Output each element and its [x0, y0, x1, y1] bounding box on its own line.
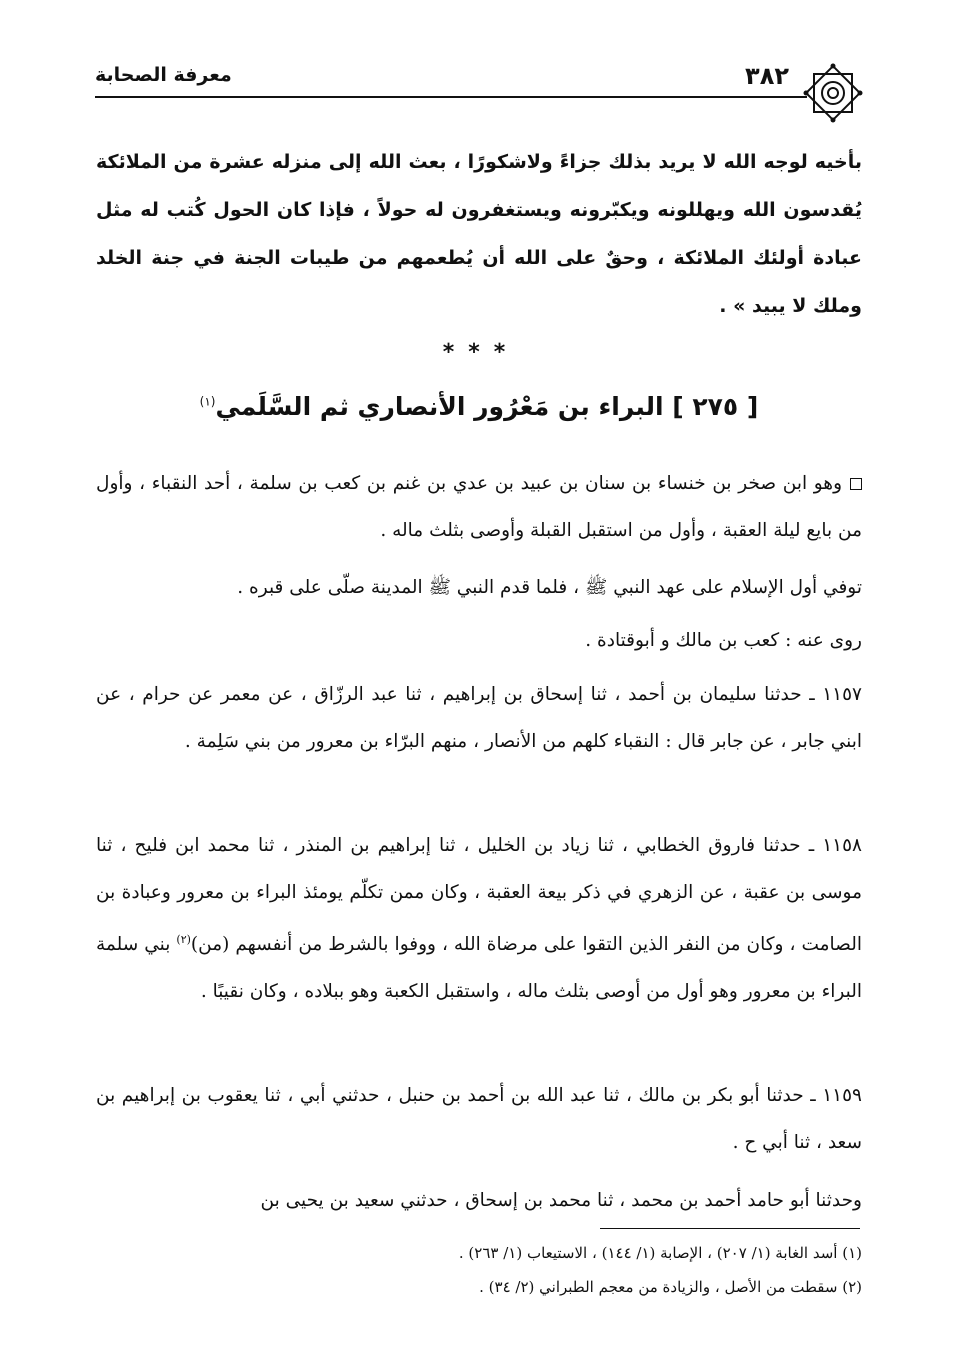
hadith-1157: ١١٥٧ ـ حدثنا سليمان بن أحمد ، ثنا إسحاق بن إبراهيم ، ثنا عبد الرزّاق ، عن معمر عن حرام ، عن ابني جابر ، عن جابر قال : النقباء كلهم من الأنصار ، منهم البرّاء بن معرور من بني سَلِمة .: [96, 684, 862, 752]
hadith-1158-text-b: بني سلمة البراء بن معرور وهو أول من أوصى بثلث ماله ، واستقبل الكعبة وهو ببلاده ، وكان نقيبًا .: [96, 934, 862, 1003]
star-ornament-icon: [802, 62, 864, 124]
hadith-continuation: وحدثنا أبو حامد أحمد بن محمد ، ثنا محمد بن إسحاق ، حدثني سعيد بن يحيى بن: [260, 1190, 862, 1211]
section-separator: ***: [442, 340, 520, 365]
footnote-2: (٢) سقطت من الأصل ، والزيادة من معجم الطبراني (٢/ ٣٤) .: [479, 1278, 862, 1296]
hadith-1159: ١١٥٩ ـ حدثنا أبو بكر بن مالك ، ثنا عبد الله بن أحمد بن حنبل ، حدثني أبي ، ثنا يعقوب بن إبراهيم بن سعد ، ثنا أبي ح .: [96, 1085, 862, 1153]
footnote-1: (١) أسد الغابة (١/ ٢٠٧) ، الإصابة (١/ ١٤٤) ، الاستيعاب (١/ ٢٦٣) .: [458, 1244, 862, 1262]
entry-heading: [96, 392, 862, 421]
paragraph-death: توفي أول الإسلام على عهد النبي ﷺ ، فلما قدم النبي ﷺ المدينة صلّى على قبره .: [237, 577, 862, 598]
hadith-1158: [96, 822, 862, 1015]
paragraph-lineage: [96, 460, 862, 554]
entry-heading-text: [ ٢٧٥ ] البراء بن مَعْرُور الأنصاري ثم السَّلَمي: [215, 392, 759, 421]
intro-paragraph: بأخيه لوجه الله لا يريد بذلك جزاءً ولاشكورًا ، بعث الله إلى منزله عشرة من الملائكة يُقدسون الله ويهللونه ويكبّرونه ويستغفرون له حولاً ، فإذا كان الحول كُتب له مثل عبادة أولئك الملائكة ، وحقٌ على الله أن يُطعمهم من طيبات الجنة في جنة الخلد وملك لا يبيد » .: [96, 151, 862, 317]
running-title: معرفة الصحابة: [95, 64, 232, 86]
page-number: ٣٨٢: [745, 62, 789, 90]
heading-footnote-ref: (١): [199, 394, 216, 409]
paragraph-text: وهو ابن صخر بن خنساء بن سنان بن عبيد بن عدي بن غنم بن كعب بن سلمة ، أحد النقباء ، وأول من بايع ليلة العقبة ، وأول من استقبل القبلة وأوصى بثلث ماله .: [96, 473, 862, 541]
footnotes: [96, 1236, 862, 1304]
hadith-1158-text-a: ١١٥٨ ـ حدثنا فاروق الخطابي ، ثنا زياد بن الخليل ، ثنا إبراهيم بن المنذر ، ثنا محمد ابن فليح ، ثنا موسى بن عقبة ، عن الزهري في ذكر بيعة العقبة ، وكان ممن تكلّم يومئذ البراء بن معرور وعبادة بن الصامت ، وكان من النفر الذين التقوا على مرضاة الله ، ووفوا بالشرط من أنفسهم (من): [96, 835, 862, 956]
footnote-rule: [600, 1228, 860, 1229]
header-rule: [95, 96, 807, 98]
square-bullet-icon: [850, 478, 862, 490]
footnote-ref-2: (٢): [176, 933, 191, 946]
paragraph-narrators: روى عنه : كعب بن مالك و أبوقتادة .: [585, 630, 862, 651]
